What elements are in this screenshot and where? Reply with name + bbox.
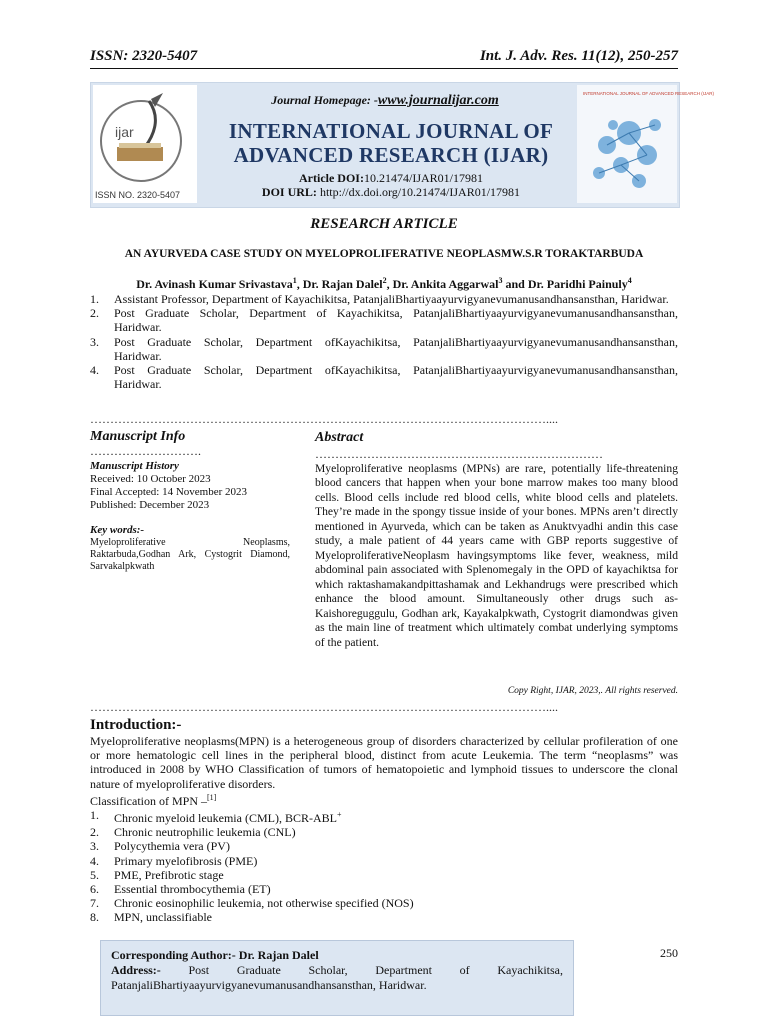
corresponding-address: Address:- Post Graduate Scholar, Department of Kayachikitsa, PatanjaliBhartiyaayurvigyanevumanusandhansansthan, Haridwar. bbox=[111, 963, 563, 992]
list-item: 6. Essential thrombocythemia (ET) bbox=[90, 882, 271, 897]
page-number: 250 bbox=[660, 946, 678, 960]
affiliation-item: 2. Post Graduate Scholar, Department of Kayachikitsa, PatanjaliBhartiyaayurvigyanevumanusandhansansthan, Haridwar. bbox=[90, 306, 678, 335]
affiliation-item: 1. Assistant Professor, Department of Kayachikitsa, PatanjaliBhartiyaayurvigyanevumanusandhansansthan, Haridwar. bbox=[90, 292, 669, 306]
author-name: Dr. Ankita Aggarwal bbox=[392, 277, 499, 291]
abstract-dots: ……………………………………………………………… bbox=[315, 447, 603, 461]
citation-text: Int. J. Adv. Res. 11(12), 250-257 bbox=[479, 48, 678, 64]
doi-label: Article DOI: bbox=[299, 171, 364, 185]
author-name: Dr. Avinash Kumar Srivastava bbox=[136, 277, 293, 291]
list-item: 4. Primary myelofibrosis (PME) bbox=[90, 853, 258, 868]
citation-ref: [1] bbox=[207, 792, 217, 802]
author-name: Dr. Paridhi Painuly bbox=[527, 277, 628, 291]
published-date: Published: December 2023 bbox=[90, 499, 210, 511]
author-name: Dr. Rajan Dalel bbox=[302, 277, 383, 291]
doi-url-link[interactable]: http://dx.doi.org/10.21474/IJAR01/17981 bbox=[319, 185, 521, 199]
manuscript-dots: ………………………. bbox=[90, 444, 201, 458]
keywords-label: Key words:- bbox=[90, 524, 145, 536]
author-sup: 4 bbox=[627, 276, 632, 285]
introduction-heading: Introduction:- bbox=[90, 717, 182, 733]
keywords-text: Myeloproliferative Neoplasms, Raktarbuda,Godhan Ark, Cystogrit Diamond, Sarvakalpkwath bbox=[90, 537, 290, 572]
logo-issn: ISSN NO. 2320-5407 bbox=[95, 190, 181, 200]
separator-top: …………………………………………………………………………………………………….... bbox=[90, 412, 558, 426]
homepage-link[interactable]: www.journalijar.com bbox=[377, 93, 499, 108]
list-item: 2. Chronic neutrophilic leukemia (CNL) bbox=[90, 825, 296, 840]
journal-cover-image bbox=[577, 85, 715, 203]
author-sup: 3 bbox=[498, 276, 503, 285]
copyright-note: Copy Right, IJAR, 2023,. All rights reserved. bbox=[507, 686, 678, 696]
journal-title bbox=[211, 119, 571, 167]
doi-block bbox=[211, 171, 571, 199]
running-header bbox=[90, 46, 678, 69]
manuscript-history-label: Manuscript History bbox=[90, 460, 179, 472]
author-sup: 1 bbox=[292, 276, 297, 285]
list-item: 7. Chronic eosinophilic leukemia, not otherwise specified (NOS) bbox=[90, 896, 414, 911]
issn-text: ISSN: 2320-5407 bbox=[90, 48, 198, 64]
author-list: Dr. Avinash Kumar Srivastava$^1$, Dr. Rajan Dalel$^2$, Dr. Ankita Aggarwal$^3$ and Dr. Paridhi Painuly$^4$ bbox=[136, 276, 632, 291]
list-item: 1. Chronic myeloid leukemia (CML), BCR-ABL+ bbox=[90, 808, 342, 826]
journal-title-line2: ADVANCED RESEARCH (IJAR) bbox=[233, 143, 549, 167]
corresponding-author-label: Corresponding Author:- Dr. Rajan Dalel bbox=[111, 948, 319, 962]
affiliation-item: 3. Post Graduate Scholar, Department ofKayachikitsa, PatanjaliBhartiyaayurvigyanevumanusandhansansthan, Haridwar. bbox=[90, 334, 678, 363]
separator-bottom: …………………………………………………………………………………………………….... bbox=[90, 700, 558, 714]
affiliation-list bbox=[90, 292, 678, 391]
list-item: 5. PME, Prefibrotic stage bbox=[90, 867, 224, 882]
doi-value: 10.21474/IJAR01/17981 bbox=[363, 171, 483, 185]
journal-banner bbox=[90, 82, 715, 208]
logo-wordmark: ijar bbox=[115, 124, 134, 140]
homepage-label: Journal Homepage: - bbox=[271, 93, 378, 107]
author-sup: 2 bbox=[382, 276, 387, 285]
corresponding-author-box bbox=[100, 940, 574, 1016]
cover-title: INTERNATIONAL JOURNAL OF ADVANCED RESEARCH (IJAR) bbox=[583, 91, 715, 96]
address-label: Address:- bbox=[111, 963, 161, 977]
journal-title-line1: INTERNATIONAL JOURNAL OF bbox=[228, 119, 554, 143]
list-item: 3. Polycythemia vera (PV) bbox=[90, 839, 230, 854]
abstract bbox=[315, 430, 678, 650]
list-item: 8. MPN, unclassifiable bbox=[90, 910, 212, 925]
affiliation-item: 4. Post Graduate Scholar, Department ofKayachikitsa, PatanjaliBhartiyaayurvigyanevumanusandhansansthan, Haridwar. bbox=[90, 363, 678, 392]
classification-heading: Classification of MPN –[1] bbox=[90, 792, 217, 808]
introduction-paragraph: Myeloproliferative neoplasms(MPN) is a heterogeneous group of disorders characterized by cellular profileration of one or more hematologic cell lines in the peripheral blood, distinct from acute Leukemia. The term “neoplasms” was introduced in 2008 by WHO Classification of tumors of hematopoietic and lymphoid tissues to underscore the clonal nature of myeloproliferative disorders. bbox=[90, 734, 678, 791]
abstract-text: Myeloproliferative neoplasms (MPNs) are rare, potentially life-threatening blood cancers that happen when your bone marrow makes too many blood cells. Blood cells include red blood cells, white blood cells and platelets. They’re made in the spongy tissue inside of your bones. MPNs aren’t directly mentioned in Ayurveda, which can be taken as Anuktvyadhi andin this case study, a male patient of 44 years came with GBP reports suggestive of MyeloproliferativeNeoplasm havingsymptoms like fever, weakness, mild abdominal pain associated with Splenomegaly in the OPD of kayachiktsa for which raktashamakandpittashamak and Lekhandrugs were prescribed which enhance the blood amount. Simultaneously other drugs such as- Kaishoreguggulu, Godhan ark, Kayakalpkwath, Cystogrit diamondwas given as the main line of treatment which ultimately combat underlying symptoms of the patient. bbox=[315, 461, 678, 649]
article-title: AN AYURVEDA CASE STUDY ON MYELOPROLIFERATIVE NEOPLASMW.S.R TORAKTARBUDA bbox=[124, 248, 644, 260]
introduction-section bbox=[90, 716, 678, 925]
article-type: RESEARCH ARTICLE bbox=[310, 216, 458, 232]
accepted-date: Final Accepted: 14 November 2023 bbox=[90, 486, 248, 498]
manuscript-info-heading: Manuscript Info bbox=[90, 429, 186, 444]
received-date: Received: 10 October 2023 bbox=[90, 473, 211, 485]
abstract-heading: Abstract bbox=[315, 430, 364, 445]
manuscript-info bbox=[90, 430, 290, 573]
doi-url-label: DOI URL: bbox=[261, 185, 317, 199]
